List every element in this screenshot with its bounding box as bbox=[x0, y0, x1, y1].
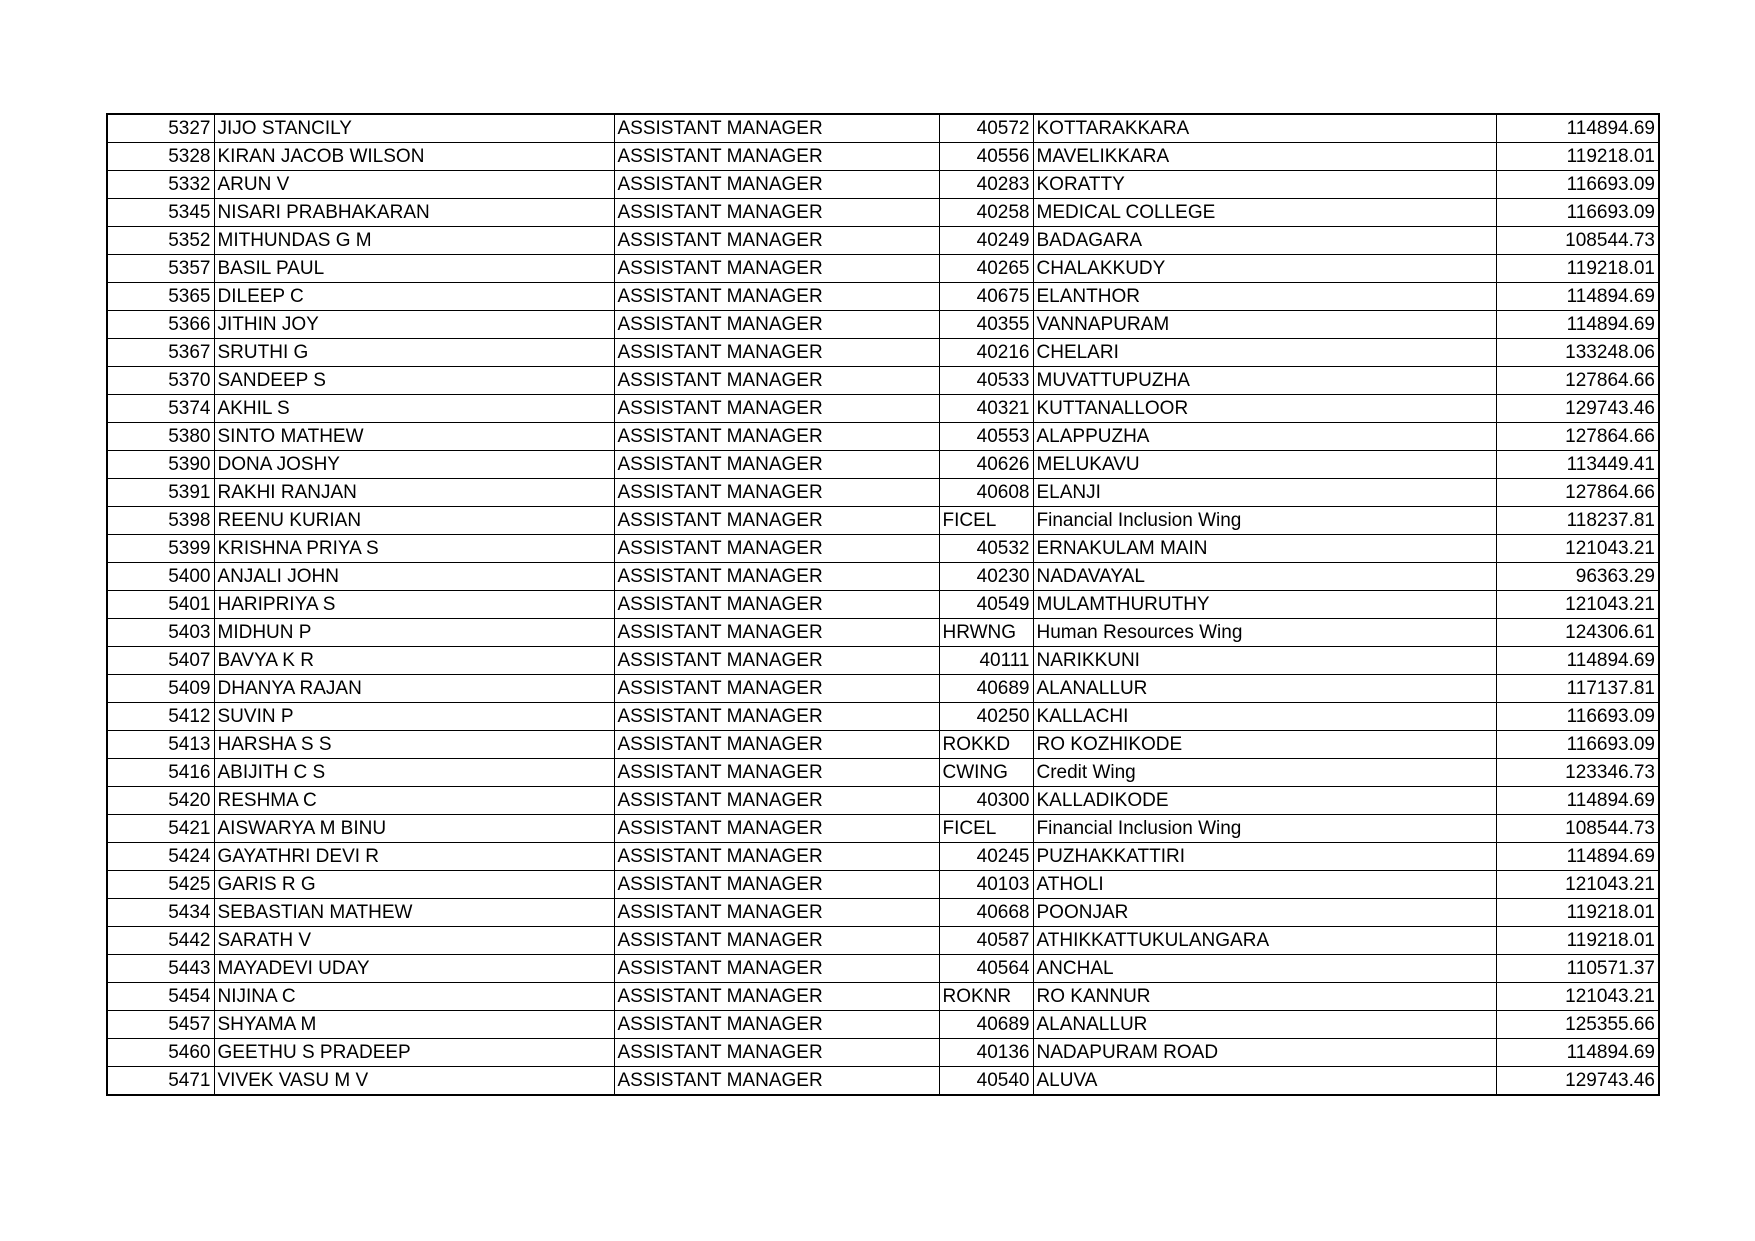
branch-code-cell: 40321 bbox=[939, 395, 1033, 423]
employee-id-cell: 5421 bbox=[107, 815, 214, 843]
employee-id-cell: 5434 bbox=[107, 899, 214, 927]
branch-code-cell: 40533 bbox=[939, 367, 1033, 395]
employee-name-cell: KIRAN JACOB WILSON bbox=[214, 143, 614, 171]
amount-cell: 121043.21 bbox=[1496, 983, 1659, 1011]
amount-cell: 110571.37 bbox=[1496, 955, 1659, 983]
employee-id-cell: 5328 bbox=[107, 143, 214, 171]
employee-id-cell: 5424 bbox=[107, 843, 214, 871]
designation-cell: ASSISTANT MANAGER bbox=[614, 114, 939, 143]
employee-name-cell: SUVIN P bbox=[214, 703, 614, 731]
table-row bbox=[107, 311, 1659, 339]
table-row bbox=[107, 535, 1659, 563]
branch-code-cell: FICEL bbox=[939, 815, 1033, 843]
branch-name-cell: MAVELIKKARA bbox=[1033, 143, 1496, 171]
employee-name-cell: ARUN V bbox=[214, 171, 614, 199]
employee-name-cell: SRUTHI G bbox=[214, 339, 614, 367]
branch-name-cell: POONJAR bbox=[1033, 899, 1496, 927]
designation-cell: ASSISTANT MANAGER bbox=[614, 955, 939, 983]
table-row bbox=[107, 367, 1659, 395]
employee-id-cell: 5420 bbox=[107, 787, 214, 815]
branch-code-cell: 40572 bbox=[939, 114, 1033, 143]
employee-id-cell: 5471 bbox=[107, 1067, 214, 1096]
branch-name-cell: Credit Wing bbox=[1033, 759, 1496, 787]
branch-code-cell: 40553 bbox=[939, 423, 1033, 451]
employee-name-cell: SHYAMA M bbox=[214, 1011, 614, 1039]
branch-code-cell: 40549 bbox=[939, 591, 1033, 619]
designation-cell: ASSISTANT MANAGER bbox=[614, 255, 939, 283]
branch-code-cell: CWING bbox=[939, 759, 1033, 787]
amount-cell: 114894.69 bbox=[1496, 843, 1659, 871]
table-row bbox=[107, 1011, 1659, 1039]
staff-table bbox=[106, 113, 1660, 1096]
branch-code-cell: 40675 bbox=[939, 283, 1033, 311]
employee-id-cell: 5409 bbox=[107, 675, 214, 703]
employee-id-cell: 5390 bbox=[107, 451, 214, 479]
table-row bbox=[107, 899, 1659, 927]
employee-id-cell: 5412 bbox=[107, 703, 214, 731]
branch-name-cell: KUTTANALLOOR bbox=[1033, 395, 1496, 423]
branch-name-cell: Human Resources Wing bbox=[1033, 619, 1496, 647]
designation-cell: ASSISTANT MANAGER bbox=[614, 283, 939, 311]
branch-code-cell: 40216 bbox=[939, 339, 1033, 367]
employee-id-cell: 5345 bbox=[107, 199, 214, 227]
branch-name-cell: NARIKKUNI bbox=[1033, 647, 1496, 675]
employee-id-cell: 5365 bbox=[107, 283, 214, 311]
table-row bbox=[107, 591, 1659, 619]
branch-code-cell: 40300 bbox=[939, 787, 1033, 815]
branch-code-cell: 40556 bbox=[939, 143, 1033, 171]
designation-cell: ASSISTANT MANAGER bbox=[614, 619, 939, 647]
employee-name-cell: GARIS R G bbox=[214, 871, 614, 899]
employee-id-cell: 5442 bbox=[107, 927, 214, 955]
amount-cell: 124306.61 bbox=[1496, 619, 1659, 647]
branch-code-cell: 40230 bbox=[939, 563, 1033, 591]
branch-name-cell: ALUVA bbox=[1033, 1067, 1496, 1096]
amount-cell: 127864.66 bbox=[1496, 367, 1659, 395]
employee-id-cell: 5380 bbox=[107, 423, 214, 451]
branch-code-cell: 40608 bbox=[939, 479, 1033, 507]
branch-code-cell: 40136 bbox=[939, 1039, 1033, 1067]
designation-cell: ASSISTANT MANAGER bbox=[614, 199, 939, 227]
designation-cell: ASSISTANT MANAGER bbox=[614, 647, 939, 675]
branch-name-cell: KORATTY bbox=[1033, 171, 1496, 199]
table-row bbox=[107, 423, 1659, 451]
branch-name-cell: ALAPPUZHA bbox=[1033, 423, 1496, 451]
designation-cell: ASSISTANT MANAGER bbox=[614, 1067, 939, 1096]
employee-name-cell: BAVYA K R bbox=[214, 647, 614, 675]
branch-name-cell: RO KOZHIKODE bbox=[1033, 731, 1496, 759]
branch-name-cell: KOTTARAKKARA bbox=[1033, 114, 1496, 143]
designation-cell: ASSISTANT MANAGER bbox=[614, 311, 939, 339]
employee-id-cell: 5401 bbox=[107, 591, 214, 619]
employee-name-cell: RAKHI RANJAN bbox=[214, 479, 614, 507]
amount-cell: 116693.09 bbox=[1496, 199, 1659, 227]
employee-id-cell: 5370 bbox=[107, 367, 214, 395]
branch-code-cell: 40668 bbox=[939, 899, 1033, 927]
employee-name-cell: SARATH V bbox=[214, 927, 614, 955]
designation-cell: ASSISTANT MANAGER bbox=[614, 339, 939, 367]
employee-name-cell: REENU KURIAN bbox=[214, 507, 614, 535]
amount-cell: 118237.81 bbox=[1496, 507, 1659, 535]
employee-id-cell: 5332 bbox=[107, 171, 214, 199]
table-body bbox=[107, 114, 1659, 1095]
amount-cell: 96363.29 bbox=[1496, 563, 1659, 591]
amount-cell: 123346.73 bbox=[1496, 759, 1659, 787]
branch-name-cell: MELUKAVU bbox=[1033, 451, 1496, 479]
employee-name-cell: VIVEK VASU M V bbox=[214, 1067, 614, 1096]
table-row bbox=[107, 1039, 1659, 1067]
amount-cell: 114894.69 bbox=[1496, 647, 1659, 675]
branch-code-cell: 40258 bbox=[939, 199, 1033, 227]
employee-name-cell: GEETHU S PRADEEP bbox=[214, 1039, 614, 1067]
employee-name-cell: GAYATHRI DEVI R bbox=[214, 843, 614, 871]
employee-name-cell: AKHIL S bbox=[214, 395, 614, 423]
employee-name-cell: KRISHNA PRIYA S bbox=[214, 535, 614, 563]
table-row bbox=[107, 675, 1659, 703]
employee-id-cell: 5391 bbox=[107, 479, 214, 507]
designation-cell: ASSISTANT MANAGER bbox=[614, 815, 939, 843]
branch-name-cell: BADAGARA bbox=[1033, 227, 1496, 255]
table-row bbox=[107, 507, 1659, 535]
employee-id-cell: 5374 bbox=[107, 395, 214, 423]
designation-cell: ASSISTANT MANAGER bbox=[614, 675, 939, 703]
employee-name-cell: HARSHA S S bbox=[214, 731, 614, 759]
amount-cell: 119218.01 bbox=[1496, 899, 1659, 927]
employee-name-cell: DILEEP C bbox=[214, 283, 614, 311]
employee-id-cell: 5352 bbox=[107, 227, 214, 255]
designation-cell: ASSISTANT MANAGER bbox=[614, 451, 939, 479]
employee-name-cell: MITHUNDAS G M bbox=[214, 227, 614, 255]
branch-code-cell: 40249 bbox=[939, 227, 1033, 255]
employee-name-cell: DHANYA RAJAN bbox=[214, 675, 614, 703]
amount-cell: 121043.21 bbox=[1496, 535, 1659, 563]
branch-code-cell: 40245 bbox=[939, 843, 1033, 871]
table-row bbox=[107, 703, 1659, 731]
branch-code-cell: FICEL bbox=[939, 507, 1033, 535]
table-row bbox=[107, 647, 1659, 675]
employee-name-cell: ABIJITH C S bbox=[214, 759, 614, 787]
designation-cell: ASSISTANT MANAGER bbox=[614, 479, 939, 507]
amount-cell: 129743.46 bbox=[1496, 395, 1659, 423]
amount-cell: 116693.09 bbox=[1496, 731, 1659, 759]
amount-cell: 119218.01 bbox=[1496, 255, 1659, 283]
branch-name-cell: CHALAKKUDY bbox=[1033, 255, 1496, 283]
amount-cell: 114894.69 bbox=[1496, 787, 1659, 815]
designation-cell: ASSISTANT MANAGER bbox=[614, 927, 939, 955]
branch-code-cell: 40689 bbox=[939, 1011, 1033, 1039]
branch-code-cell: 40250 bbox=[939, 703, 1033, 731]
branch-name-cell: ALANALLUR bbox=[1033, 675, 1496, 703]
branch-code-cell: 40283 bbox=[939, 171, 1033, 199]
table-row bbox=[107, 114, 1659, 143]
table-row bbox=[107, 983, 1659, 1011]
employee-id-cell: 5416 bbox=[107, 759, 214, 787]
employee-name-cell: MAYADEVI UDAY bbox=[214, 955, 614, 983]
amount-cell: 108544.73 bbox=[1496, 227, 1659, 255]
table-row bbox=[107, 815, 1659, 843]
designation-cell: ASSISTANT MANAGER bbox=[614, 507, 939, 535]
designation-cell: ASSISTANT MANAGER bbox=[614, 227, 939, 255]
employee-id-cell: 5400 bbox=[107, 563, 214, 591]
branch-name-cell: VANNAPURAM bbox=[1033, 311, 1496, 339]
branch-name-cell: Financial Inclusion Wing bbox=[1033, 815, 1496, 843]
employee-name-cell: NISARI PRABHAKARAN bbox=[214, 199, 614, 227]
employee-name-cell: SANDEEP S bbox=[214, 367, 614, 395]
table-row bbox=[107, 1067, 1659, 1096]
employee-name-cell: ANJALI JOHN bbox=[214, 563, 614, 591]
employee-name-cell: HARIPRIYA S bbox=[214, 591, 614, 619]
employee-id-cell: 5454 bbox=[107, 983, 214, 1011]
table-row bbox=[107, 199, 1659, 227]
employee-id-cell: 5366 bbox=[107, 311, 214, 339]
table-row bbox=[107, 787, 1659, 815]
branch-name-cell: ELANTHOR bbox=[1033, 283, 1496, 311]
table-row bbox=[107, 563, 1659, 591]
branch-name-cell: KALLADIKODE bbox=[1033, 787, 1496, 815]
designation-cell: ASSISTANT MANAGER bbox=[614, 843, 939, 871]
employee-name-cell: SEBASTIAN MATHEW bbox=[214, 899, 614, 927]
branch-code-cell: 40355 bbox=[939, 311, 1033, 339]
table-row bbox=[107, 339, 1659, 367]
employee-id-cell: 5367 bbox=[107, 339, 214, 367]
employee-id-cell: 5407 bbox=[107, 647, 214, 675]
employee-name-cell: JIJO STANCILY bbox=[214, 114, 614, 143]
designation-cell: ASSISTANT MANAGER bbox=[614, 731, 939, 759]
branch-code-cell: 40103 bbox=[939, 871, 1033, 899]
amount-cell: 129743.46 bbox=[1496, 1067, 1659, 1096]
employee-name-cell: NIJINA C bbox=[214, 983, 614, 1011]
employee-id-cell: 5357 bbox=[107, 255, 214, 283]
employee-id-cell: 5460 bbox=[107, 1039, 214, 1067]
table-row bbox=[107, 255, 1659, 283]
amount-cell: 116693.09 bbox=[1496, 703, 1659, 731]
branch-code-cell: 40111 bbox=[939, 647, 1033, 675]
designation-cell: ASSISTANT MANAGER bbox=[614, 703, 939, 731]
designation-cell: ASSISTANT MANAGER bbox=[614, 367, 939, 395]
amount-cell: 108544.73 bbox=[1496, 815, 1659, 843]
branch-code-cell: 40532 bbox=[939, 535, 1033, 563]
designation-cell: ASSISTANT MANAGER bbox=[614, 143, 939, 171]
table-row bbox=[107, 731, 1659, 759]
employee-id-cell: 5457 bbox=[107, 1011, 214, 1039]
employee-name-cell: MIDHUN P bbox=[214, 619, 614, 647]
amount-cell: 119218.01 bbox=[1496, 927, 1659, 955]
employee-name-cell: JITHIN JOY bbox=[214, 311, 614, 339]
designation-cell: ASSISTANT MANAGER bbox=[614, 591, 939, 619]
table-row bbox=[107, 227, 1659, 255]
branch-name-cell: PUZHAKKATTIRI bbox=[1033, 843, 1496, 871]
designation-cell: ASSISTANT MANAGER bbox=[614, 423, 939, 451]
branch-code-cell: ROKKD bbox=[939, 731, 1033, 759]
employee-name-cell: RESHMA C bbox=[214, 787, 614, 815]
branch-code-cell: 40689 bbox=[939, 675, 1033, 703]
branch-name-cell: ATHIKKATTUKULANGARA bbox=[1033, 927, 1496, 955]
designation-cell: ASSISTANT MANAGER bbox=[614, 171, 939, 199]
employee-name-cell: DONA JOSHY bbox=[214, 451, 614, 479]
table-row bbox=[107, 843, 1659, 871]
table-row bbox=[107, 619, 1659, 647]
branch-name-cell: ALANALLUR bbox=[1033, 1011, 1496, 1039]
designation-cell: ASSISTANT MANAGER bbox=[614, 787, 939, 815]
amount-cell: 127864.66 bbox=[1496, 423, 1659, 451]
branch-name-cell: ERNAKULAM MAIN bbox=[1033, 535, 1496, 563]
amount-cell: 114894.69 bbox=[1496, 283, 1659, 311]
branch-name-cell: ATHOLI bbox=[1033, 871, 1496, 899]
branch-name-cell: RO KANNUR bbox=[1033, 983, 1496, 1011]
employee-id-cell: 5425 bbox=[107, 871, 214, 899]
designation-cell: ASSISTANT MANAGER bbox=[614, 1011, 939, 1039]
amount-cell: 127864.66 bbox=[1496, 479, 1659, 507]
amount-cell: 121043.21 bbox=[1496, 871, 1659, 899]
employee-id-cell: 5443 bbox=[107, 955, 214, 983]
employee-name-cell: SINTO MATHEW bbox=[214, 423, 614, 451]
employee-id-cell: 5399 bbox=[107, 535, 214, 563]
amount-cell: 116693.09 bbox=[1496, 171, 1659, 199]
employee-id-cell: 5413 bbox=[107, 731, 214, 759]
designation-cell: ASSISTANT MANAGER bbox=[614, 535, 939, 563]
designation-cell: ASSISTANT MANAGER bbox=[614, 395, 939, 423]
designation-cell: ASSISTANT MANAGER bbox=[614, 871, 939, 899]
table-row bbox=[107, 871, 1659, 899]
table-row bbox=[107, 479, 1659, 507]
table-row bbox=[107, 283, 1659, 311]
designation-cell: ASSISTANT MANAGER bbox=[614, 983, 939, 1011]
branch-name-cell: NADAVAYAL bbox=[1033, 563, 1496, 591]
amount-cell: 125355.66 bbox=[1496, 1011, 1659, 1039]
amount-cell: 121043.21 bbox=[1496, 591, 1659, 619]
amount-cell: 133248.06 bbox=[1496, 339, 1659, 367]
table-row bbox=[107, 395, 1659, 423]
branch-code-cell: 40265 bbox=[939, 255, 1033, 283]
branch-name-cell: ANCHAL bbox=[1033, 955, 1496, 983]
branch-name-cell: NADAPURAM ROAD bbox=[1033, 1039, 1496, 1067]
branch-code-cell: 40564 bbox=[939, 955, 1033, 983]
amount-cell: 114894.69 bbox=[1496, 311, 1659, 339]
designation-cell: ASSISTANT MANAGER bbox=[614, 563, 939, 591]
table-row bbox=[107, 955, 1659, 983]
designation-cell: ASSISTANT MANAGER bbox=[614, 1039, 939, 1067]
branch-name-cell: MULAMTHURUTHY bbox=[1033, 591, 1496, 619]
amount-cell: 117137.81 bbox=[1496, 675, 1659, 703]
designation-cell: ASSISTANT MANAGER bbox=[614, 759, 939, 787]
table-row bbox=[107, 171, 1659, 199]
employee-name-cell: BASIL PAUL bbox=[214, 255, 614, 283]
table-row bbox=[107, 451, 1659, 479]
table-row bbox=[107, 759, 1659, 787]
amount-cell: 114894.69 bbox=[1496, 1039, 1659, 1067]
branch-code-cell: 40587 bbox=[939, 927, 1033, 955]
branch-name-cell: MEDICAL COLLEGE bbox=[1033, 199, 1496, 227]
employee-id-cell: 5403 bbox=[107, 619, 214, 647]
amount-cell: 119218.01 bbox=[1496, 143, 1659, 171]
employee-name-cell: AISWARYA M BINU bbox=[214, 815, 614, 843]
designation-cell: ASSISTANT MANAGER bbox=[614, 899, 939, 927]
branch-name-cell: Financial Inclusion Wing bbox=[1033, 507, 1496, 535]
branch-name-cell: ELANJI bbox=[1033, 479, 1496, 507]
branch-code-cell: HRWNG bbox=[939, 619, 1033, 647]
table-row bbox=[107, 927, 1659, 955]
branch-name-cell: MUVATTUPUZHA bbox=[1033, 367, 1496, 395]
branch-code-cell: 40626 bbox=[939, 451, 1033, 479]
amount-cell: 114894.69 bbox=[1496, 114, 1659, 143]
employee-id-cell: 5327 bbox=[107, 114, 214, 143]
amount-cell: 113449.41 bbox=[1496, 451, 1659, 479]
branch-code-cell: ROKNR bbox=[939, 983, 1033, 1011]
branch-code-cell: 40540 bbox=[939, 1067, 1033, 1096]
employee-id-cell: 5398 bbox=[107, 507, 214, 535]
branch-name-cell: CHELARI bbox=[1033, 339, 1496, 367]
table-row bbox=[107, 143, 1659, 171]
branch-name-cell: KALLACHI bbox=[1033, 703, 1496, 731]
